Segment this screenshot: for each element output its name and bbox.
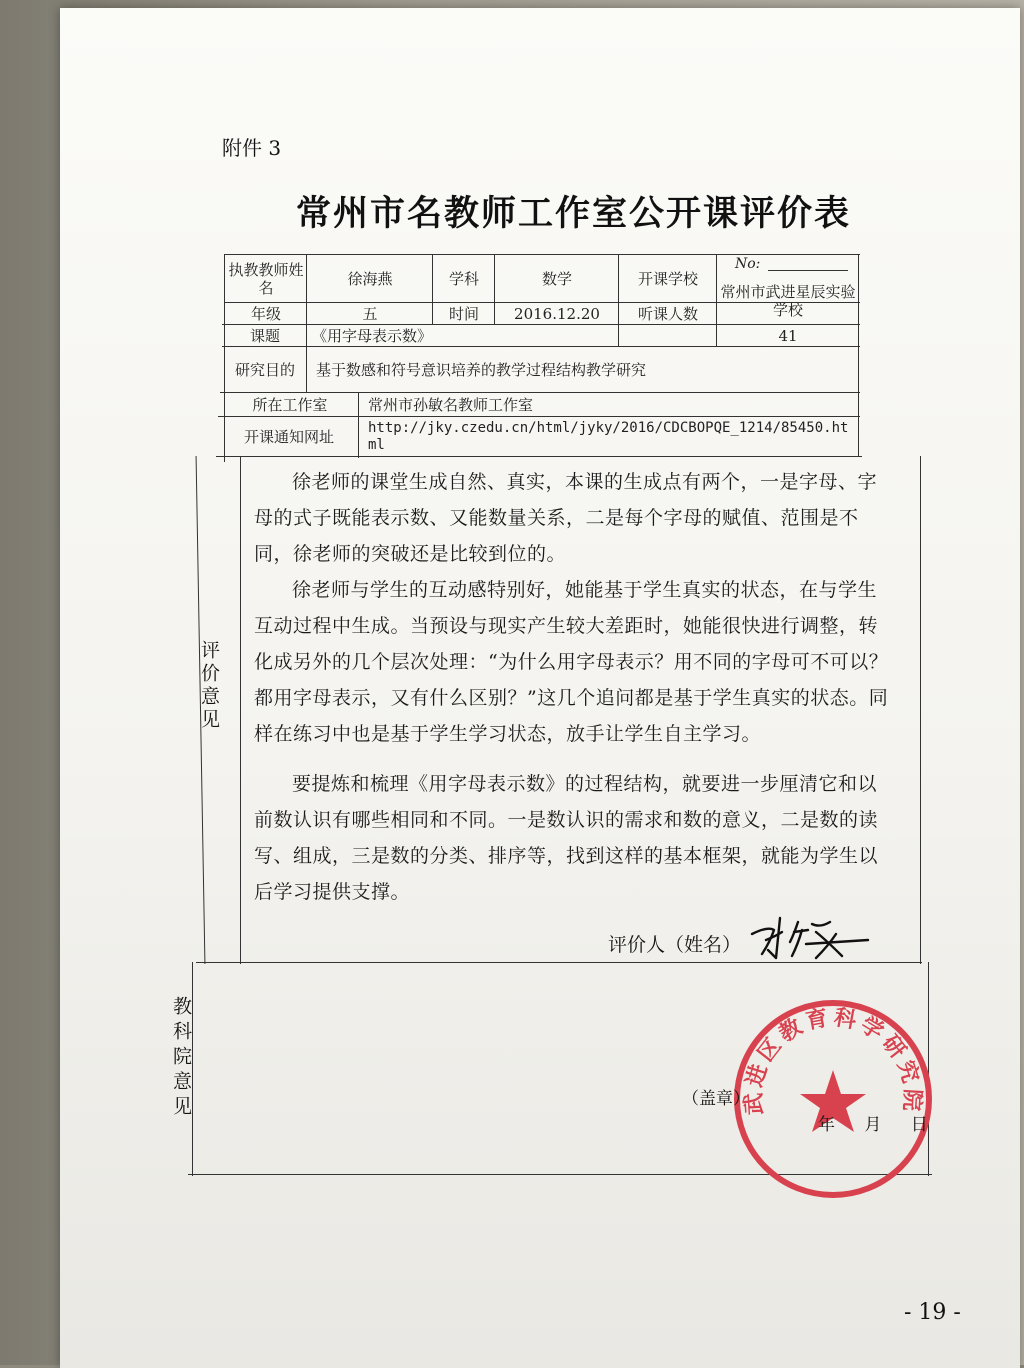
url-value: http://jky.czedu.cn/html/jyky/2016/CDCBOPQE_1214/85450.html: [368, 419, 849, 453]
school-label: 开课学校: [637, 270, 698, 288]
subject-label: 学科: [448, 270, 479, 288]
grade-value: 五: [362, 304, 378, 323]
purpose-value: 基于数感和符号意识培养的教学过程结构教学研究: [316, 360, 647, 379]
grade-label: 年级: [250, 304, 281, 323]
annex-label: 附件 3: [222, 136, 282, 160]
evaluation-paragraph-2: 徐老师与学生的互动感特别好，她能基于学生真实的状态，在与学生互动过程中生成。当预设与现实产生较大差距时，她能很快进行调整，转化成另外的几个层次处理：“为什么用字母表示？用不同的字母可不可以？都用字母表示，又有什么区别？”这几个追问都是基于学生真实的状态。同样在练习中也是基于学生学习状态，放手让学生自主学习。: [254, 579, 889, 745]
page-number: - 19 -: [904, 1300, 961, 1325]
studio-value: 常州市孙敏名教师工作室: [368, 395, 534, 414]
time-label: 时间: [448, 304, 479, 323]
institute-side-label: 教科院意见: [170, 996, 192, 1121]
school-value: 常州市武进星辰实验学校: [720, 283, 856, 319]
topic-label: 课题: [249, 326, 280, 345]
time-value: 2016.12.20: [514, 304, 600, 323]
evaluator-label: 评价人（姓名）: [608, 934, 742, 956]
number-label: No:: [735, 256, 761, 272]
topic-value: 《用字母表示数》: [312, 326, 433, 345]
teacher-value: 徐海燕: [347, 270, 393, 288]
seal-note: （盖章）: [682, 1089, 750, 1109]
studio-label: 所在工作室: [252, 395, 328, 414]
url-label: 开课通知网址: [243, 427, 334, 446]
subject-value: 数学: [541, 270, 572, 288]
document-title: 常州市名教师工作室公开课评价表: [296, 193, 852, 234]
purpose-label: 研究目的: [234, 360, 295, 379]
listeners-value: 41: [778, 326, 798, 345]
institute-stamp: [728, 994, 938, 1208]
evaluation-paragraph-3: 要提炼和梳理《用字母表示数》的过程结构，就要进一步厘清它和以前数认识有哪些相同和不同。一是数认识的需求和数的意义，二是数的读写、组成，三是数的分类、排序等，找到这样的基本框架，就能为学生以后学习提供支撑。: [254, 773, 879, 903]
listeners-label: 听课人数: [637, 304, 698, 323]
evaluation-side-label: 评价意见: [198, 640, 220, 732]
evaluator-signature: [746, 912, 876, 966]
teacher-label: 执教教师姓名: [228, 261, 304, 297]
evaluation-paragraph-1: 徐老师的课堂生成自然、真实，本课的生成点有两个，一是字母、字母的式子既能表示数、又能数量关系，二是每个字母的赋值、范围是不同，徐老师的突破还是比较到位的。: [254, 471, 878, 565]
svg-text:武进区教育科学研究院: 武进区教育科学研究院: [740, 1004, 926, 1116]
date-label: 年 月 日: [818, 1115, 940, 1135]
